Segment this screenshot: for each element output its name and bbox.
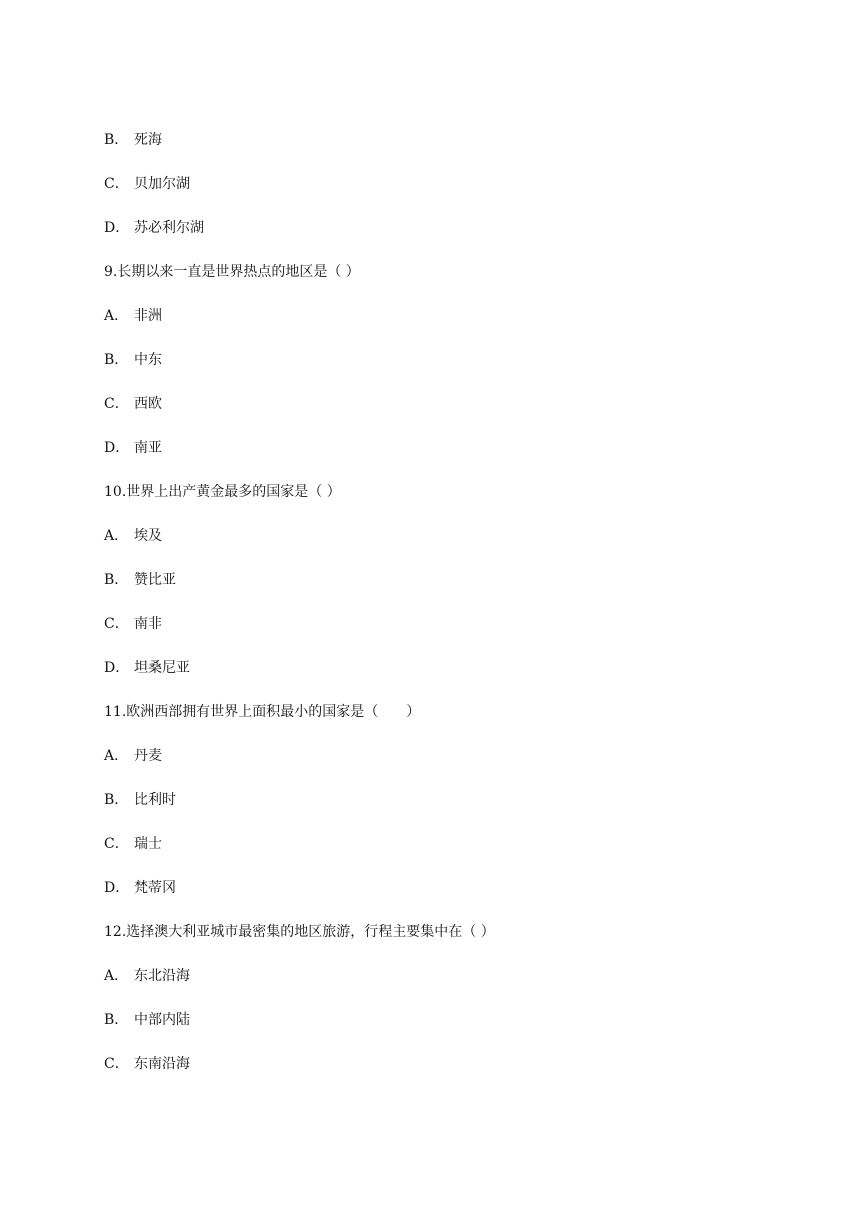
option-12-c — [104, 1054, 190, 1074]
option-12-a — [104, 966, 190, 986]
option-text: 东北沿海 — [134, 968, 190, 984]
option-8-b — [104, 130, 162, 150]
option-9-a — [104, 306, 162, 326]
option-10-c — [104, 614, 162, 634]
option-8-d — [104, 218, 204, 238]
option-text: 贝加尔湖 — [134, 176, 190, 192]
option-text: 中部内陆 — [134, 1012, 190, 1028]
option-11-a — [104, 746, 162, 766]
option-11-c — [104, 834, 162, 854]
option-letter: D． — [104, 440, 130, 456]
option-11-b — [104, 790, 176, 810]
option-letter: D． — [104, 660, 130, 676]
option-letter: A． — [104, 308, 129, 324]
option-12-b — [104, 1010, 190, 1030]
option-letter: C． — [104, 616, 129, 632]
option-letter: C． — [104, 396, 129, 412]
option-text: 南亚 — [134, 440, 162, 456]
question-10: 10.世界上出产黄金最多的国家是（ ） — [104, 484, 341, 500]
option-text: 非洲 — [134, 308, 162, 324]
option-letter: B． — [104, 132, 129, 148]
option-10-d — [104, 658, 190, 678]
option-text: 中东 — [134, 352, 162, 368]
option-9-c — [104, 394, 162, 414]
option-letter: C． — [104, 176, 129, 192]
option-text: 丹麦 — [134, 748, 162, 764]
option-letter: C． — [104, 1056, 129, 1072]
option-text: 死海 — [134, 132, 162, 148]
option-letter: D． — [104, 880, 130, 896]
option-letter: B． — [104, 352, 129, 368]
option-letter: D． — [104, 220, 130, 236]
option-text: 赞比亚 — [134, 572, 176, 588]
option-text: 瑞士 — [134, 836, 162, 852]
option-letter: A． — [104, 968, 129, 984]
option-text: 坦桑尼亚 — [134, 660, 190, 676]
option-text: 苏必利尔湖 — [134, 220, 204, 236]
option-10-a — [104, 526, 162, 546]
option-9-b — [104, 350, 162, 370]
option-letter: B． — [104, 792, 129, 808]
option-text: 埃及 — [134, 528, 162, 544]
option-10-b — [104, 570, 176, 590]
option-text: 比利时 — [134, 792, 176, 808]
option-letter: A． — [104, 528, 129, 544]
option-text: 东南沿海 — [134, 1056, 190, 1072]
option-9-d — [104, 438, 162, 458]
option-letter: B． — [104, 1012, 129, 1028]
option-letter: B． — [104, 572, 129, 588]
option-text: 西欧 — [134, 396, 162, 412]
option-letter: A． — [104, 748, 129, 764]
option-text: 南非 — [134, 616, 162, 632]
question-11: 11.欧洲西部拥有世界上面积最小的国家是（ ） — [104, 704, 421, 720]
question-12: 12.选择澳大利亚城市最密集的地区旅游，行程主要集中在（ ） — [104, 924, 495, 940]
option-11-d — [104, 878, 176, 898]
question-9: 9.长期以来一直是世界热点的地区是（ ） — [104, 264, 360, 280]
option-text: 梵蒂冈 — [134, 880, 176, 896]
option-letter: C． — [104, 836, 129, 852]
option-8-c — [104, 174, 190, 194]
